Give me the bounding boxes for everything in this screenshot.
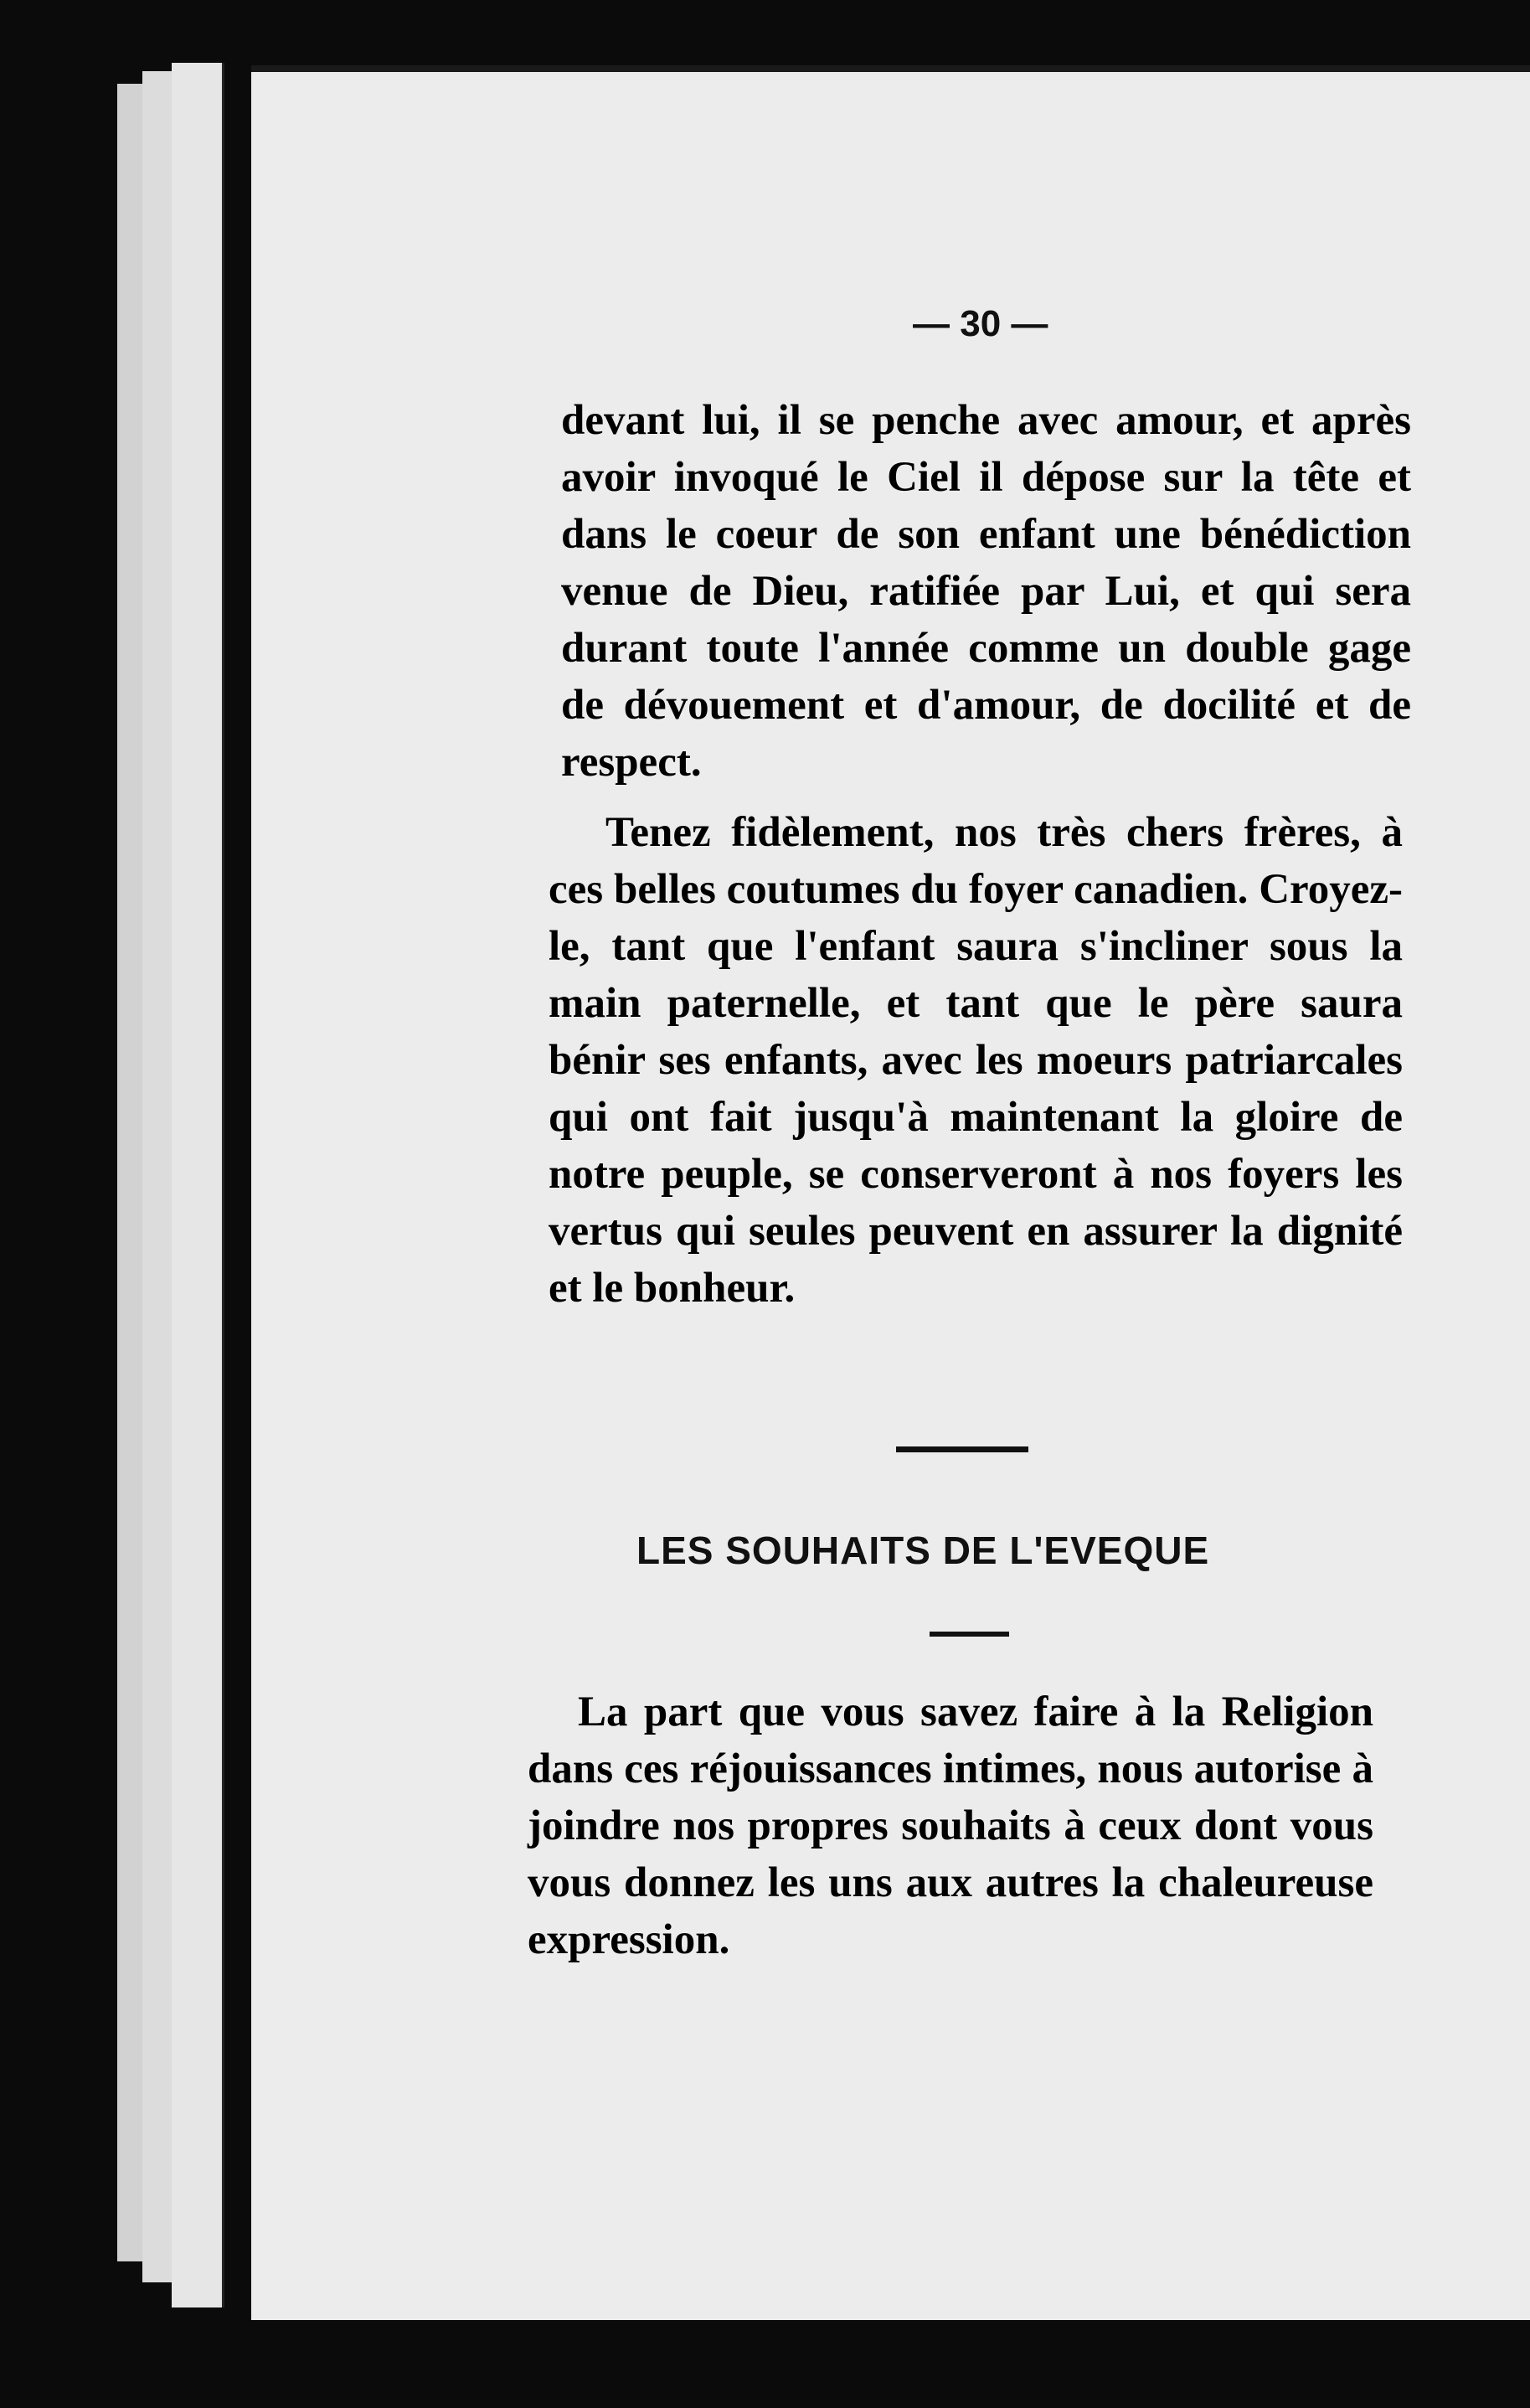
section-divider: [930, 1632, 1009, 1637]
section-divider: [896, 1446, 1028, 1452]
section-paragraph: La part que vous savez faire à la Religion dans ces réjouissances intimes, nous autorise à joindre nos propres souhaits à ceux dont vous vous donnez les uns aux autres la chaleureuse expression.: [528, 1689, 1373, 1963]
page-number: — 30 —: [913, 303, 1048, 344]
body-paragraph: Tenez fidèlement, nos très chers frères, à ces belles coutumes du foyer canadien. Croyez-le, tant que l'enfant saura s'incliner sous la main paternelle, et tant que le père saura bénir ses enfants, avec les moeurs patriarcales qui ont fait jusqu'à maintenant la gloire de notre peuple, se conserveront à nos foyers les vertus qui seules peuvent en assurer la dignité et le bonheur.: [549, 809, 1403, 1312]
page-edge: [172, 63, 224, 2307]
body-paragraph: devant lui, il se penche avec amour, et après avoir invoqué le Ciel il dépose sur la tête et dans le coeur de son enfant une bénédiction venue de Dieu, ratifiée par Lui, et qui sera durant toute l'année comme un double gage de dévouement et d'amour, de docilité et de respect.: [561, 397, 1411, 786]
page-top-edge: [251, 65, 1530, 72]
section-heading: LES SOUHAITS DE L'EVEQUE: [636, 1529, 1210, 1572]
